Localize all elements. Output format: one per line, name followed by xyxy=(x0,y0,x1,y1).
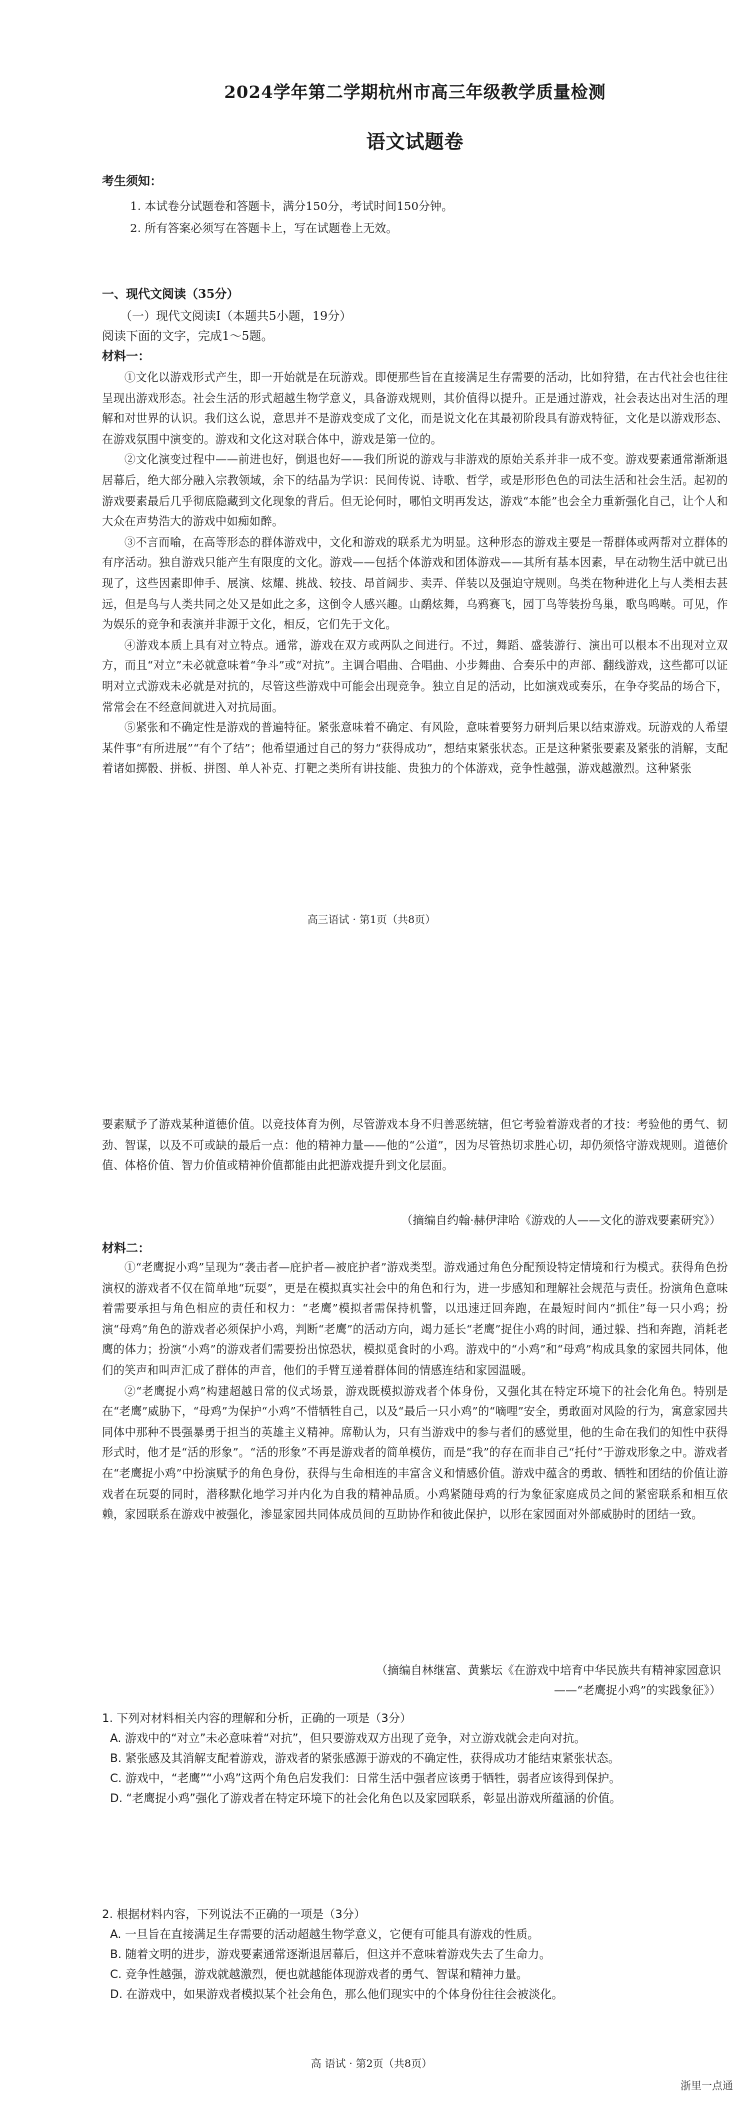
option-b: B. 随着文明的进步，游戏要素通常逐渐退居幕后，但这并不意味着游戏失去了生命力。 xyxy=(110,1947,551,1961)
page-footer: 高 语试 · 第2页（共8页） xyxy=(310,2058,433,2070)
question-1 xyxy=(102,1708,702,1808)
material-1-source: （摘编自约翰·赫伊津哈《游戏的人——文化的游戏要素研究》） xyxy=(401,1213,721,1227)
notice-heading: 考生须知： xyxy=(102,174,163,188)
paragraph: ①“老鹰捉小鸡”呈现为“袭击者—庇护者—被庇护者”游戏类型。游戏通过角色分配预设特定情境和行为模式。获得角色扮演权的游戏者不仅在简单地“玩耍”，更是在模拟真实社会中的角色和行为，进一步感知和理解社会规范与责任。扮演角色意味着需要承担与角色相应的责任和权力：“老鹰”模拟者需保持机警，以迅速迂回奔跑，在最短时间内“抓住”每一只小鸡；扮演“母鸡”角色的游戏者必须保护小鸡，判断“老鹰”的活动方向，竭力延长“老鹰”捉住小鸡的时间，通过躲、挡和奔跑，消耗老鹰的体力；扮演“小鸡”的游戏者们需要扮出惊恐状，模拟觅食时的小鸡。游戏中的“小鸡”和“母鸡”构成具象的家园共同体，他们的笑声和叫声汇成了群体的声音，他们的手臂互递着群体间的情感连结和家园温暖。 xyxy=(102,1261,728,1377)
option-b: B. 紧张感及其消解支配着游戏，游戏者的紧张感源于游戏的不确定性，获得成功才能结束紧张状态。 xyxy=(110,1751,620,1765)
exam-page-1 xyxy=(0,0,743,935)
watermark-label: 浙里一点通 xyxy=(680,2080,733,2092)
option-d: D. “老鹰捉小鸡”强化了游戏者在特定环境下的社会化角色以及家园联系，彰显出游戏所蕴涵的价值。 xyxy=(110,1791,622,1805)
reading-instruction: 阅读下面的文字，完成1～5题。 xyxy=(102,329,274,343)
paragraph: ④游戏本质上具有对立特点。通常，游戏在双方或两队之间进行。不过，舞蹈、盛装游行、演出可以根本不出现对立双方，而且“对立”未必就意味着“争斗”或“对抗”。主调合唱曲、合唱曲、小步舞曲、合奏乐中的声部、翻线游戏，这些都可以证明对立式游戏未必就是对抗的，尽管这些游戏中可能会出现竞争。独立自足的活动，比如演戏或奏乐，在争夺奖品的场合下，常常会在不经意间就进入对抗局面。 xyxy=(102,638,728,714)
section-subtitle: （一）现代文阅读Ⅰ（本题共5小题，19分） xyxy=(120,309,352,323)
paragraph: ②文化演变过程中——前进也好，倒退也好——我们所说的游戏与非游戏的原始关系并非一成不变。游戏要素通常渐渐退居幕后，绝大部分融入宗教领域，余下的结晶为学识：民间传说、诗歌、哲学，或是形形色色的司法生活和社会生活。起初的游戏要素最后几乎彻底隐藏到文化现象的背后。但无论何时，哪怕文明再发达，游戏“本能”也会全力重新强化自己，让个人和大众在声势浩大的游戏中如痴如醉。 xyxy=(102,453,728,529)
question-2 xyxy=(102,1904,702,2004)
page-footer: 高三语试 · 第1页（共8页） xyxy=(307,914,436,926)
paragraph: ①文化以游戏形式产生，即一开始就是在玩游戏。即便那些旨在直接满足生存需要的活动，比如狩猎，在古代社会也往往呈现出游戏形态。社会生活的形式超越生物学意义，具备游戏规则，其价值得以提升。正是通过游戏，社会表达出对生活的理解和对世界的认识。我们这么说，意思并不是游戏变成了文化，而是说文化在其最初阶段具有游戏特征，文化是以游戏形态、在游戏氛围中演变的。游戏和文化这对联合体中，游戏是第一位的。 xyxy=(102,371,728,446)
material-2-label: 材料二： xyxy=(102,1241,151,1255)
material-2-source: （摘编自林继富、黄紫坛《在游戏中培育中华民族共有精神家园意识 xyxy=(376,1663,721,1677)
notice-item: 2. 所有答案必须写在答题卡上，写在试题卷上无效。 xyxy=(130,221,398,235)
material-1-text xyxy=(102,368,728,780)
material-2-source-cont: ——“老鹰捉小鸡”的实践象征》） xyxy=(553,1683,721,1697)
paper-title: 语文试题卷 xyxy=(366,131,464,153)
option-c: C. 竞争性越强，游戏就越激烈，便也就越能体现游戏者的勇气、智谋和精神力量。 xyxy=(110,1967,528,1981)
notice-item: 1. 本试卷分试题卷和答题卡，满分150分，考试时间150分钟。 xyxy=(130,199,454,213)
option-d: D. 在游戏中，如果游戏者模拟某个社会角色，那么他们现实中的个体身份往往会被淡化。 xyxy=(110,1987,564,2001)
paragraph: ③不言而喻，在高等形态的群体游戏中，文化和游戏的联系尤为明显。这种形态的游戏主要是一帮群体或两帮对立群体的有序活动。独自游戏只能产生有限度的文化。游戏——包括个体游戏和团体游戏——其所有基本因素，早在动物生活中就已出现了，这些因素即伸手、展演、炫耀、挑战、较技、昂首阔步、卖弄、佯装以及强迫守规则。鸟类在物种进化上与人类相去甚远，但是鸟与人类共同之处又是如此之多，这倒令人感兴趣。山鹬炫舞，乌鸦赛飞，园丁鸟等装扮鸟巢，歌鸟鸣啭。可见，作为娱乐的竞争和表演并非源于文化，相反，它们先于文化。 xyxy=(102,535,728,632)
question-stem: 1. 下列对材料相关内容的理解和分析，正确的一项是（3分） xyxy=(102,1711,412,1725)
section-title: 一、现代文阅读（35分） xyxy=(102,287,239,301)
material-1-label: 材料一： xyxy=(102,349,151,363)
paragraph: ②“老鹰捉小鸡”构建超越日常的仪式场景，游戏既模拟游戏者个体身份，又强化其在特定环境下的社会化角色。特别是在“老鹰”威胁下，“母鸡”为保护“小鸡”不惜牺牲自己，以及“最后一只小鸡”的“嘀哩”安全，勇敢面对风险的行为，寓意家园共同体中那种不畏强暴勇于担当的英雄主义精神。席勒认为，只有当游戏中的参与者们的感觉里，他的生命在我们的知性中获得形式时，他才是“活的形象”。“活的形象”不再是游戏者的简单模仿，而是“我”的存在而非自己“托付”于游戏形象之中。游戏者在“老鹰捉小鸡”中扮演赋予的角色身份，获得与生命相连的丰富含义和情感价值。游戏中蕴含的勇敢、牺牲和团结的价值让游戏者在玩耍的同时，潜移默化地学习并内化为自我的精神品质。小鸡紧随母鸡的行为象征家庭成员之间的紧密联系和相互依赖，家园联系在游戏中被强化，渗显家园共同体成员间的互助协作和彼此保护，以形在家园面对外部威胁时的团结一致。 xyxy=(102,1384,728,1522)
option-a: A. 游戏中的“对立”未必意味着“对抗”，但只要游戏双方出现了竞争，对立游戏就会走向对抗。 xyxy=(110,1731,586,1745)
paragraph: 要素赋予了游戏某种道德价值。以竞技体育为例，尽管游戏本身不归善恶统辖，但它考验着游戏者的才技：考验他的勇气、韧劲、智谋，以及不可或缺的最后一点：他的精神力量——他的“公道”，因为尽管热切求胜心切，却仍须恪守游戏规则。道德价值、体格价值、智力价值或精神价值都能由此把游戏提升到文化层面。 xyxy=(102,1118,728,1173)
option-a: A. 一旦旨在直接满足生存需要的活动超越生物学意义，它便有可能具有游戏的性质。 xyxy=(110,1927,539,1941)
material-2-text xyxy=(102,1258,728,1526)
page-gap xyxy=(0,935,743,1085)
exam-main-title: 2024学年第二学期杭州市高三年级教学质量检测 xyxy=(224,83,606,103)
material-1-continued xyxy=(102,1115,728,1177)
paragraph: ⑤紧张和不确定性是游戏的普遍特征。紧张意味着不确定、有风险，意味着要努力研判后果以结束游戏。玩游戏的人希望某件事“有所进展”“有个了结”；他希望通过自己的努力“获得成功”，想结束紧张状态。正是这种紧张要素及紧张的消解，支配着诸如掷骰、拼板、拼图、单人补克、打靶之类所有讲技能、贵独力的个体游戏，竞争性越强，游戏越激烈。这种紧张 xyxy=(102,721,728,776)
option-c: C. 游戏中，“老鹰”“小鸡”这两个角色启发我们：日常生活中强者应该勇于牺牲，弱者应该得到保护。 xyxy=(110,1771,621,1785)
question-stem: 2. 根据材料内容，下列说法不正确的一项是（3分） xyxy=(102,1907,366,1921)
